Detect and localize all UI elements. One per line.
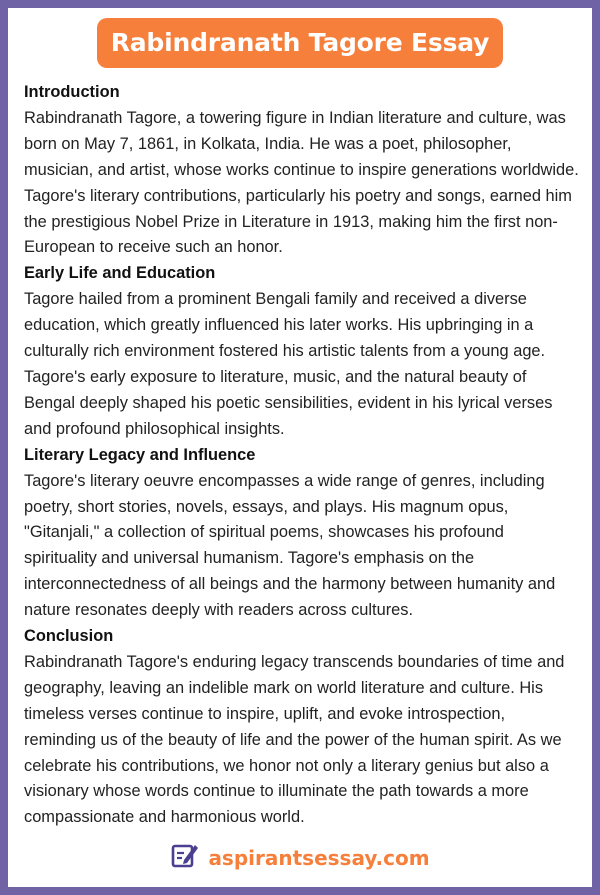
site-name[interactable]: aspirantsessay.com [208,845,430,870]
page-title: Rabindranath Tagore Essay [97,18,504,68]
section-heading: Introduction [24,83,120,101]
section-body: Tagore hailed from a prominent Bengali family and received a diverse education, which greatly influenced his later works. His upbringing in a culturally rich environment fostered his artistic talents from a young age. Tagore's early exposure to literature, music, and the natural beauty of Bengal deeply shaped his poetic sensibilities, evident in his lyrical verses and profound philosophical insights. [24,290,553,438]
section-body: Tagore's literary oeuvre encompasses a wide range of genres, including poetry, short stories, novels, essays, and plays. His magnum opus, "Gitanjali," a collection of spiritual poems, showcases his profound spirituality and universal humanism. Tagore's emphasis on the interconnectedness of all beings and the harmony between humanity and nature resonates deeply with readers across cultures. [24,471,556,620]
section-body: Rabindranath Tagore, a towering figure in Indian literature and culture, was born on May 7, 1861, in Kolkata, India. He was a poet, philosopher, musician, and artist, whose works continue to inspire generations worldwide. Tagore's literary contributions, particularly his poetry and songs, earned him the prestigious Nobel Prize in Literature in 1913, making him the first non-European to receive such an honor. [24,108,579,257]
section-early-life [24,261,580,442]
essay-card [8,8,592,887]
section-introduction [24,80,580,261]
section-heading: Conclusion [24,627,114,646]
section-literary-legacy [24,443,580,624]
edit-icon [170,840,200,875]
section-conclusion [24,624,580,831]
section-heading: Early Life and Education [24,264,216,283]
title-area [8,18,592,68]
essay-content [8,68,592,831]
footer-brand[interactable] [8,840,592,875]
section-body: Rabindranath Tagore's enduring legacy transcends boundaries of time and geography, leaving an indelible mark on world literature and culture. His timeless verses continue to inspire, uplift, and evoke introspection, reminding us of the beauty of life and the power of the human spirit. As we celebrate his contributions, we honor not only a literary genius but also a visionary whose words continue to illuminate the path towards a more compassionate and harmonious world. [24,652,565,827]
section-heading: Literary Legacy and Influence [24,445,256,464]
